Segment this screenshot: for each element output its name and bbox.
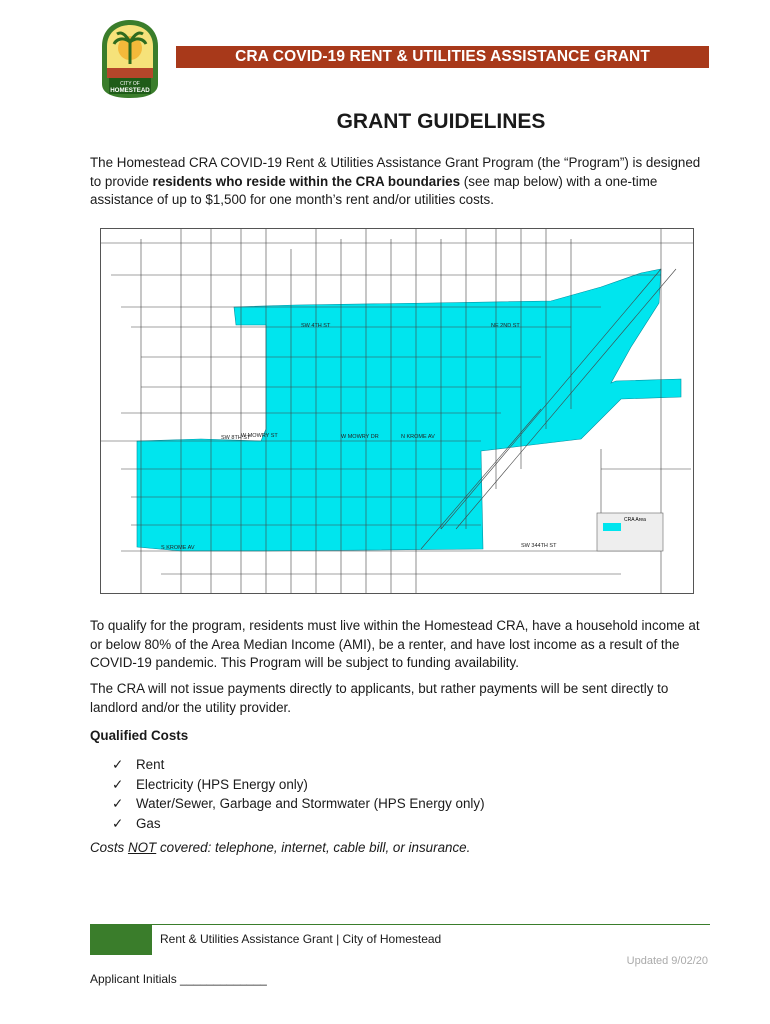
- map-label-krome-n: N KROME AV: [401, 434, 435, 440]
- footer-green-block: [90, 925, 152, 955]
- applicant-initials-line: Applicant Initials _____________: [90, 972, 267, 986]
- not-covered-after: covered: telephone, internet, cable bill, or insurance.: [156, 840, 471, 855]
- intro-paragraph: [90, 154, 710, 210]
- list-item-label: Gas: [136, 815, 161, 831]
- list-item-label: Water/Sewer, Garbage and Stormwater (HPS Energy only): [136, 796, 485, 811]
- check-icon: ✓: [112, 796, 124, 811]
- city-of-homestead-logo: [100, 18, 160, 100]
- check-icon: ✓: [112, 815, 124, 831]
- not-covered-emphasis: NOT: [127, 840, 157, 855]
- header-banner: CRA COVID-19 RENT & UTILITIES ASSISTANCE GRANT: [176, 46, 709, 68]
- intro-text-before: The Homestead CRA COVID-19 Rent & Utilities Assistance Grant Program (the “Program”) is designed to provide: [90, 155, 701, 189]
- not-covered-note: [90, 840, 470, 855]
- map-label-mowry-dr: W MOWRY DR: [341, 434, 379, 440]
- not-covered-before: Costs: [90, 840, 128, 855]
- qualified-costs-heading: Qualified Costs: [90, 728, 189, 743]
- page-title: GRANT GUIDELINES: [336, 110, 546, 133]
- map-label-ne2: NE 2ND ST: [491, 323, 520, 329]
- cra-boundary-map: [100, 228, 694, 594]
- eligibility-paragraph: To qualify for the program, residents must live within the Homestead CRA, have a household income at or below 80% of the Area Median Income (AMI), be a renter, and have lost income as a result of the COVID-19 pandemic. This Program will be subject to funding availability.: [90, 618, 700, 670]
- check-icon: ✓: [112, 776, 124, 792]
- logo-text-homestead: HOMESTEAD: [110, 87, 150, 94]
- map-label-mowry-st: W MOWRY ST: [241, 433, 278, 439]
- check-icon: ✓: [112, 757, 124, 772]
- map-label-sw8: SW 8TH ST: [221, 435, 251, 441]
- list-item: [112, 775, 485, 795]
- map-label-sw344: SW 344TH ST: [521, 543, 557, 549]
- cra-area-shape: [137, 269, 681, 551]
- list-item: [112, 755, 485, 775]
- map-label-sw4: SW 4TH ST: [301, 323, 331, 329]
- map-label-krome-s: S KROME AV: [161, 545, 195, 551]
- payment-notice-paragraph: The CRA will not issue payments directly to applicants, but rather payments will be sent directly to landlord and/or the utility provider.: [90, 681, 669, 715]
- list-item: [112, 814, 485, 834]
- intro-text-bold: residents who reside within the CRA boundaries: [152, 173, 461, 189]
- list-item-label: Electricity (HPS Energy only): [136, 776, 308, 792]
- footer-divider: [90, 924, 710, 925]
- qualified-costs-list: [112, 755, 485, 833]
- list-item-label: Rent: [136, 757, 165, 772]
- list-item: [112, 794, 485, 814]
- map-legend-title: CRA Area: [624, 517, 646, 523]
- intro-text-after: (see map below) with a one-time assistance of up to $1,500 for one month’s rent and/or utilities costs.: [90, 173, 658, 207]
- map-legend: [597, 513, 663, 551]
- updated-date: Updated 9/02/20: [626, 955, 708, 967]
- logo-text-city: CITY OF: [120, 81, 140, 87]
- footer-text: Rent & Utilities Assistance Grant | City of Homestead: [160, 932, 442, 946]
